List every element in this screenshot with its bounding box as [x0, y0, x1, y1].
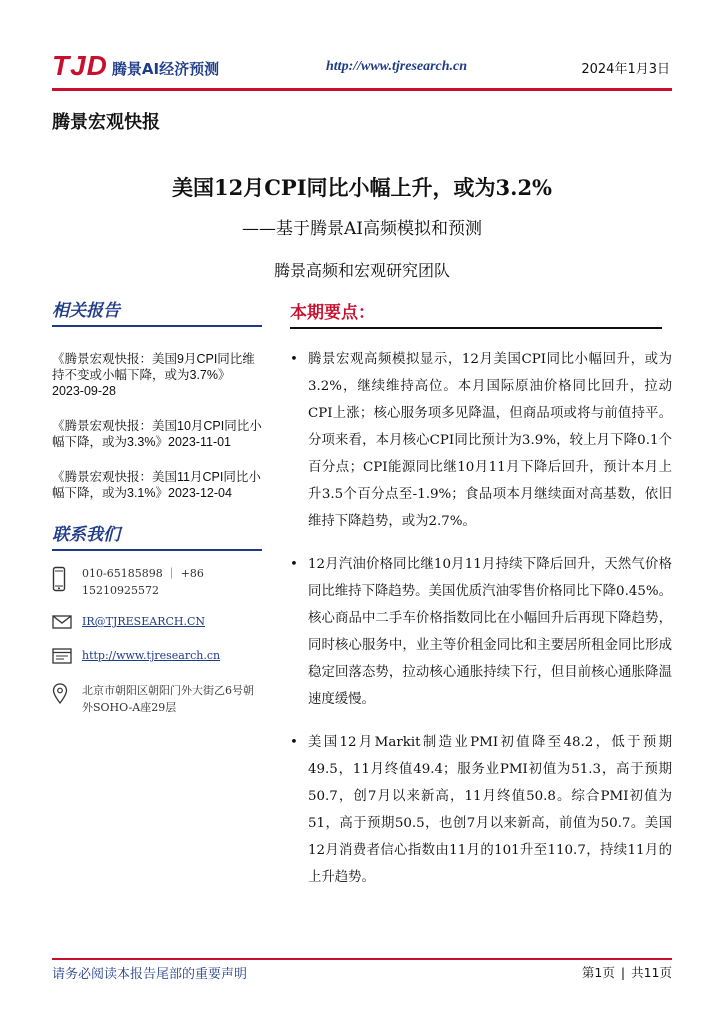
logo-mark: TJD [52, 50, 108, 81]
logo-name: 腾景AI经济预测 [111, 59, 220, 78]
related-reports-heading: 相关报告 [52, 296, 262, 327]
bullet-marker: • [290, 735, 298, 750]
publication-date: 2024年1月3日 [581, 62, 670, 77]
page-separator: | [620, 965, 626, 980]
key-point-item [290, 346, 672, 535]
key-points-divider [290, 327, 662, 329]
page-header [52, 48, 672, 88]
sidebar [52, 296, 262, 716]
related-reports-list [52, 351, 262, 501]
report-title: 美国12月CPI同比小幅上升，或为3.2% [171, 175, 553, 200]
current-page: 第1页 [581, 965, 615, 980]
location-icon [52, 683, 72, 709]
key-point-text: 12月汽油价格同比继10月11月持续下降后回升，天然气价格同比维持下降趋势。美国优质汽油零售价格同比下降0.45%。核心商品中二手车价格指数同比在小幅回升后再现下降趋势，同时核心服务中，业主等价租金同比和主要居所租金同比形成稳定回落态势，拉动核心通胀持续下行，但目前核心通胀降温速度缓慢。 [308, 557, 672, 707]
disclaimer-notice: 请务必阅读本报告尾部的重要声明 [52, 967, 248, 982]
key-point-item [290, 729, 672, 891]
phone-icon [52, 566, 72, 596]
header-divider [52, 88, 672, 91]
page-indicator [582, 963, 672, 981]
company-logo [52, 50, 219, 82]
series-title: 腾景宏观快报 [52, 112, 160, 133]
browser-icon [52, 648, 72, 668]
key-point-text: 腾景宏观高频模拟显示，12月美国CPI同比小幅回升，或为3.2%，继续维持高位。本月国际原油价格同比回升，拉动CPI上涨；核心服务项多见降温，但商品项或将与前值持平。分项来看，本月核心CPI同比预计为3.9%，较上月下降0.1个百分点；CPI能源同比继10月11月下降后回升，预计本月上升3.5个百分点至-1.9%；食品项本月继续面对高基数，依旧维持下降趋势，或为2.7%。 [308, 352, 672, 529]
total-pages: 共11页 [631, 965, 672, 980]
related-report-item[interactable]: 《腾景宏观快报：美国10月CPI同比小幅下降，或为3.3%》2023-11-01 [52, 419, 262, 449]
contact-heading: 联系我们 [52, 520, 262, 551]
related-report-item[interactable]: 《腾景宏观快报：美国9月CPI同比维持不变或小幅下降，或为3.7%》2023-09-28 [52, 352, 255, 398]
contact-address [52, 682, 262, 716]
related-report-item[interactable]: 《腾景宏观快报：美国11月CPI同比小幅下降，或为3.1%》2023-12-04 [52, 470, 261, 500]
key-points-list [290, 346, 672, 907]
footer-divider [52, 958, 672, 960]
website-link[interactable]: http://www.tjresearch.cn [82, 649, 221, 662]
research-team: 腾景高频和宏观研究团队 [273, 261, 450, 280]
office-address: 北京市朝阳区朝阳门外大街乙6号朝外SOHO-A座29层 [82, 684, 254, 714]
contact-website [52, 647, 262, 668]
contact-phone [52, 565, 262, 599]
key-points-header [290, 298, 662, 329]
bullet-marker: • [290, 352, 298, 367]
mail-icon [52, 614, 72, 633]
report-subtitle: ——基于腾景AI高频模拟和预测 [242, 219, 482, 239]
phone-number: 010-65185898 ｜ +86 15210925572 [82, 567, 204, 597]
key-point-item [290, 551, 672, 713]
email-link[interactable]: IR@TJRESEARCH.CN [82, 615, 206, 628]
key-point-text: 美国12月Markit制造业PMI初值降至48.2，低于预期49.5，11月终值49.4；服务业PMI初值为51.3，高于预期50.7，创7月以来新高，11月终值50.8。综合PMI初值为51，高于预期50.5，也创7月以来新高，前值为50.7。美国12月消费者信心指数由11月的101升至110.7，持续11月的上升趋势。 [308, 735, 672, 885]
header-site-link[interactable]: http://www.tjresearch.cn [326, 59, 468, 74]
contact-email [52, 613, 262, 633]
bullet-marker: • [290, 557, 298, 572]
key-points-heading: 本期要点： [290, 303, 375, 323]
